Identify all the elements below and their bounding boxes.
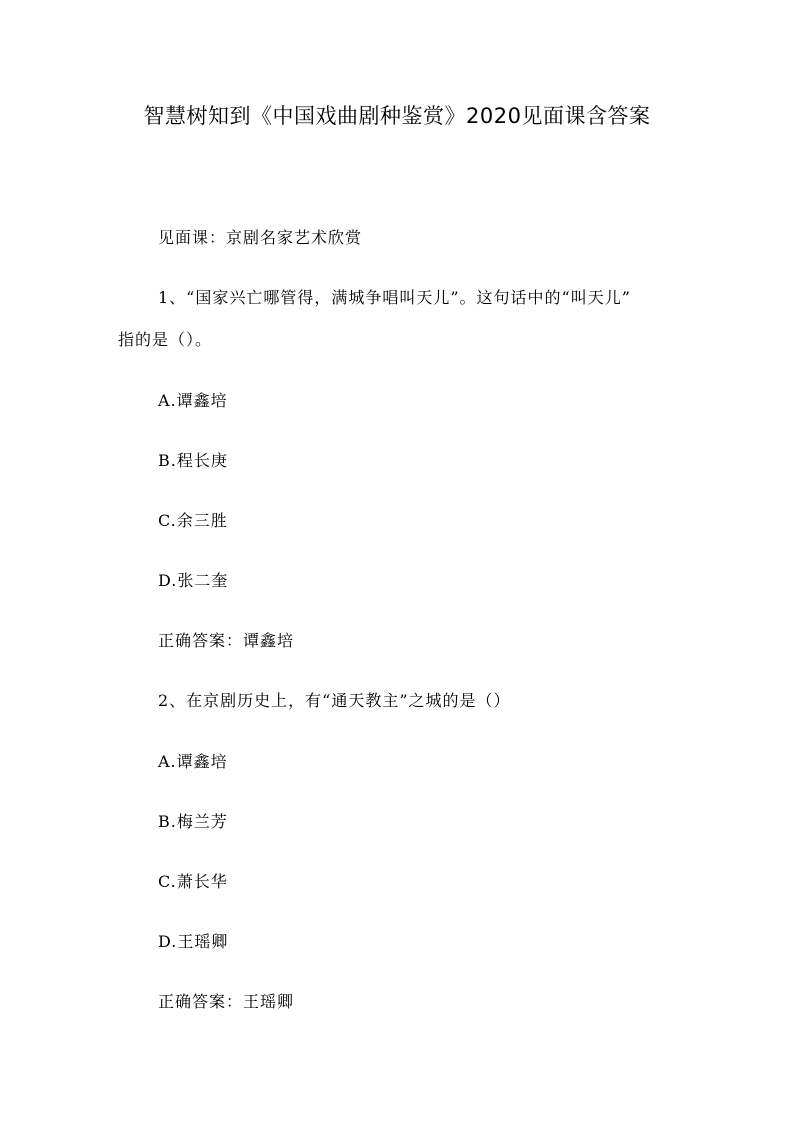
question-2-option-a: A.谭鑫培 xyxy=(158,752,228,771)
question-2-option-d: D.王瑶卿 xyxy=(158,932,229,951)
section-heading: 见面课：京剧名家艺术欣赏 xyxy=(158,228,363,247)
question-1-option-b: B.程长庚 xyxy=(158,451,228,470)
question-1-stem: 1、“国家兴亡哪管得，满城争唱叫天儿”。这句话中的“叫天儿” xyxy=(158,288,631,307)
question-2-answer: 正确答案：王瑶卿 xyxy=(158,992,295,1011)
question-1-option-d: D.张二奎 xyxy=(158,571,229,590)
question-1-stem-continued: 指的是（）。 xyxy=(118,330,213,349)
question-1-answer: 正确答案：谭鑫培 xyxy=(158,631,295,650)
question-1-option-c: C.余三胜 xyxy=(158,511,228,530)
question-2-option-c: C.萧长华 xyxy=(158,872,228,891)
question-2-option-b: B.梅兰芳 xyxy=(158,812,228,831)
question-2-stem: 2、在京剧历史上，有“通天教主”之城的是（） xyxy=(158,691,511,710)
question-1-option-a: A.谭鑫培 xyxy=(158,391,228,410)
document-title: 智慧树知到《中国戏曲剧种鉴赏》2020见面课含答案 xyxy=(143,104,651,128)
